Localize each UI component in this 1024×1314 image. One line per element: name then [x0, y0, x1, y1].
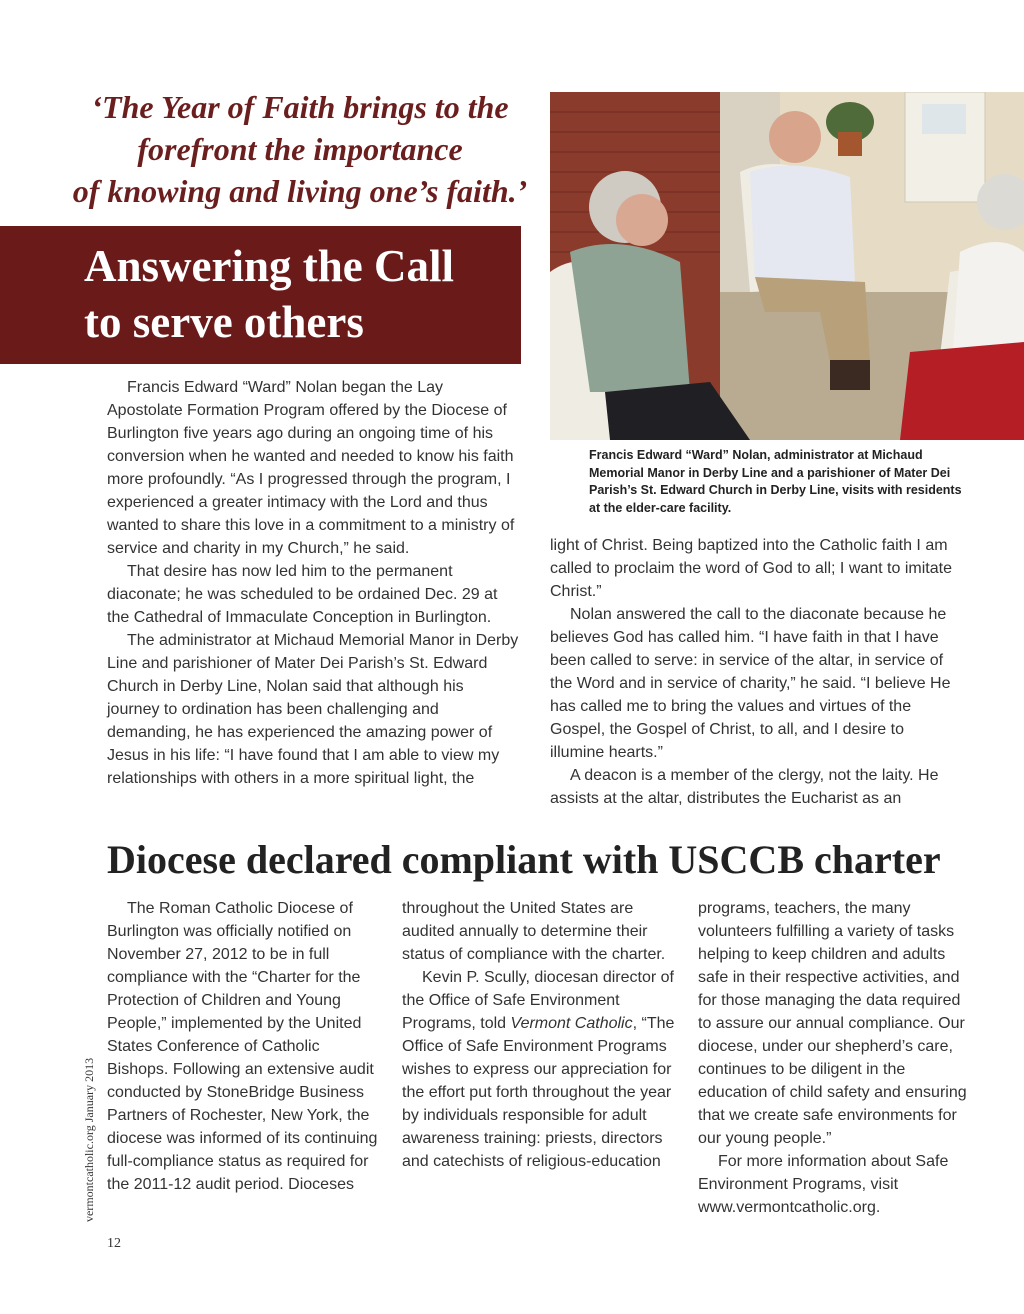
body-paragraph: The administrator at Michaud Memorial Manor in Derby Line and parishioner of Mater Dei Parish’s St. Edward Church in Derby Line, Nolan said that although his journey to ordination has been challenging and demanding, he has experienced the amazing power of Jesus in his life: “I have found that I am able to view my relationships with others in a more spiritual light, the — [107, 632, 519, 787]
pull-quote-line-2: forefront the importance — [137, 131, 463, 167]
article-title-band — [0, 226, 521, 364]
photo-caption: Francis Edward “Ward” Nolan, administrator at Michaud Memorial Manor in Derby Line and a parishioner of Mater Dei Parish’s St. Edward Church in Derby Line, visits with residents at the elder-care facility. — [589, 448, 962, 515]
body-text: Kevin P. Scully, diocesan director of the Office of Safe Environment Programs, told — [402, 969, 674, 1032]
article2-column-2 — [402, 897, 677, 1173]
article2-column-1 — [107, 897, 385, 1196]
article-title-line-1: Answering the Call — [84, 241, 454, 291]
body-paragraph: For more information about Safe Environment Programs, visit www.vermontcatholic.org. — [698, 1153, 949, 1216]
body-paragraph: programs, teachers, the many volunteers fulfilling a variety of tasks helping to keep children and adults safe in their respective activities, and for those managing the data required to assure our annual compliance. Our diocese, under our shepherd’s care, continues to be diligent in the education of child safety and ensuring that we create safe environments for our young people.” — [698, 900, 967, 1147]
body-paragraph: A deacon is a member of the clergy, not the laity. He assists at the altar, distributes the Eucharist as an — [550, 767, 939, 807]
pull-quote — [70, 86, 530, 212]
photo-illustration — [550, 92, 1024, 440]
pull-quote-line-1: ‘The Year of Faith brings to the — [91, 89, 509, 125]
body-text: , “The Office of Safe Environment Programs wishes to express our appreciation for the effort put forth throughout the year by individuals responsible for adult awareness training: priests, directors and catechists of religious-education — [402, 1015, 675, 1170]
pull-quote-line-3: of knowing and living one’s faith.’ — [72, 173, 528, 209]
article-left-column — [107, 376, 519, 790]
article-photo — [550, 92, 1024, 440]
article2-column-3 — [698, 897, 970, 1219]
body-paragraph: throughout the United States are audited annually to determine their status of compliance with the charter. — [402, 900, 666, 963]
body-paragraph: That desire has now led him to the permanent diaconate; he was scheduled to be ordained Dec. 29 at the Cathedral of Immaculate Conception in Burlington. — [107, 563, 498, 626]
body-paragraph: The Roman Catholic Diocese of Burlington was officially notified on November 27, 2012 to be in full compliance with the “Charter for the Protection of Children and Young People,” implemented by the United States Conference of Catholic Bishops. Following an extensive audit conducted by StoneBridge Business Partners of Rochester, New York, the diocese was informed of its continuing full-compliance status as required for the 2011-12 audit period. Dioceses — [107, 900, 378, 1193]
body-paragraph: light of Christ. Being baptized into the Catholic faith I am called to proclaim the word of God to all; I want to imitate Christ.” — [550, 537, 952, 600]
article-right-column — [550, 534, 962, 810]
side-footer: vermontcatholic.org January 2013 — [82, 1057, 96, 1222]
article-title — [84, 238, 514, 350]
article2-headline: Diocese declared compliant with USCCB charter — [107, 837, 941, 882]
publication-name: Vermont Catholic — [510, 1015, 633, 1032]
article-title-line-2: to serve others — [84, 297, 364, 347]
body-paragraph — [402, 966, 677, 1173]
body-paragraph: Nolan answered the call to the diaconate because he believes God has called him. “I have faith in that I have been called to serve: in service of the altar, in service of the Word and in service of charity,” he said. “I believe He has called me to bring the values and virtues of the Gospel, the Gospel of Christ, to all, and I desire to illumine hearts.” — [550, 606, 951, 761]
body-paragraph: Francis Edward “Ward” Nolan began the Lay Apostolate Formation Program offered by the Diocese of Burlington five years ago during an ongoing time of his conversion when he wanted and needed to know his faith more profoundly. “As I progressed through the program, I experienced a greater intimacy with the Lord and thus wanted to share this love in a commitment to a ministry of service and charity in my Church,” he said. — [107, 379, 515, 557]
page-number: 12 — [107, 1236, 121, 1251]
